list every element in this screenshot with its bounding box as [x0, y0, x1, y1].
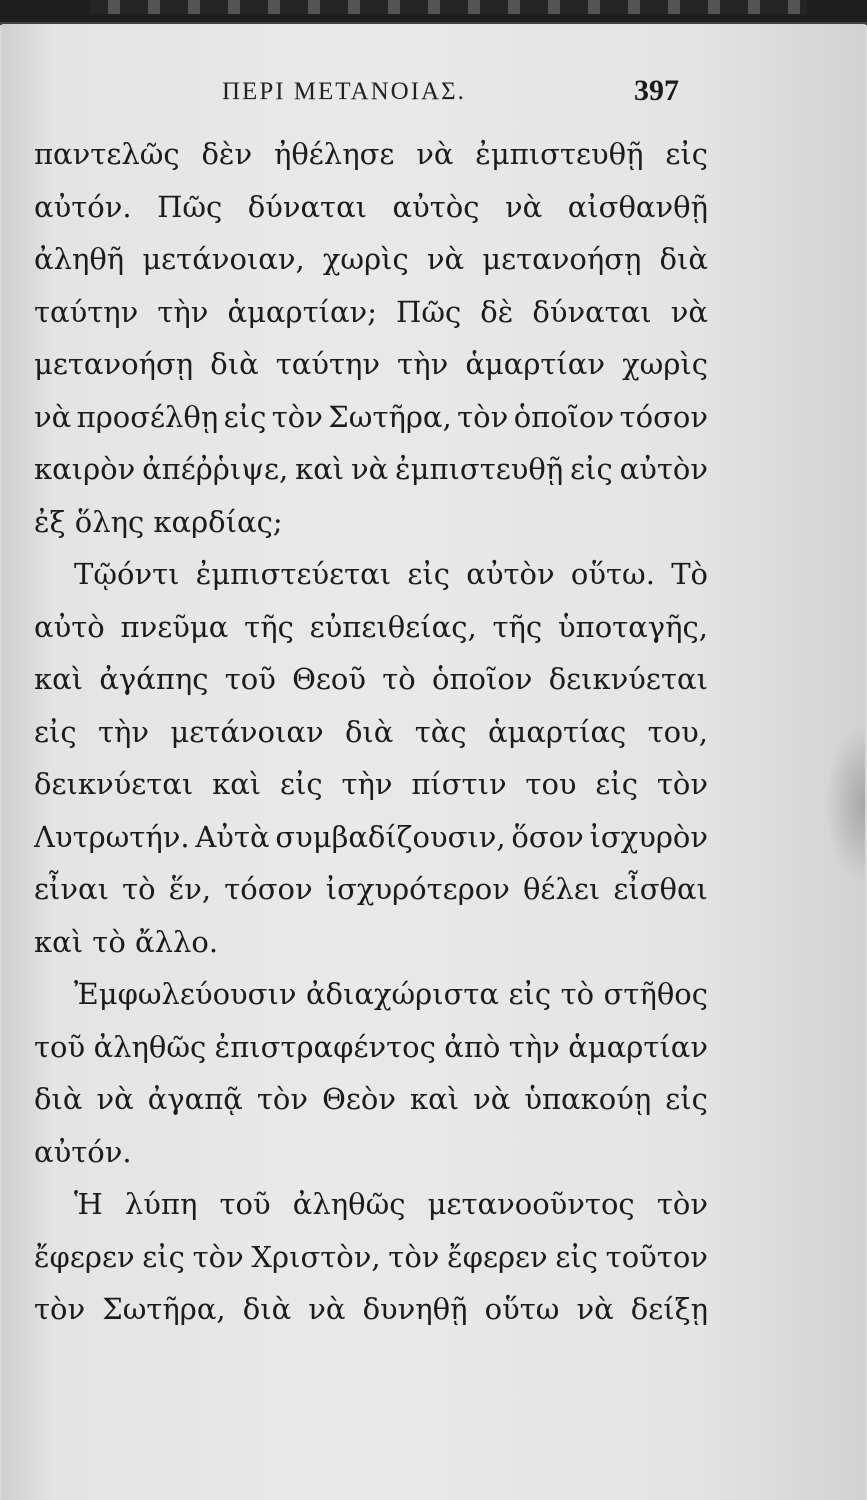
text-line: αὐτόν. Πῶς δύναται αὐτὸς νὰ αἰσθανθῇ: [34, 189, 708, 224]
text-line: τοῦ ἀληθῶς ἐπιστραφέντος ἀπὸ τὴν ἁμαρτίαν: [34, 1029, 708, 1064]
text-line: τὸν Σωτῆρα, διὰ νὰ δυνηθῇ οὕτω νὰ δείξῃ: [34, 1292, 708, 1326]
text-line: ἔφερεν εἰς τὸν Χριστὸν, τὸν ἔφερεν εἰς τοῦτον: [34, 1239, 708, 1274]
running-head: [0, 74, 867, 118]
text-line: ἐξ ὅλης καρδίας;: [34, 504, 283, 539]
bleed-through-shadow: [825, 724, 865, 884]
text-line: εἶναι τὸ ἕν, τόσον ἰσχυρότερον θέλει εἶσθαι: [34, 872, 708, 906]
text-line: Τῷόντι ἐμπιστεύεται εἰς αὐτὸν οὕτω. Τὸ: [74, 557, 708, 591]
text-line: Ἡ λύπη τοῦ ἀληθῶς μετανοοῦντος τὸν: [74, 1187, 708, 1221]
text-line: Ἐμφωλεύουσιν ἀδιαχώριστα εἰς τὸ στῆθος: [74, 977, 708, 1011]
text-line: διὰ νὰ ἀγαπᾷ τὸν Θεὸν καὶ νὰ ὑπακούῃ εἰς: [34, 1082, 708, 1116]
text-line: παντελῶς δὲν ἠθέλησε νὰ ἐμπιστευθῇ εἰς: [34, 137, 708, 171]
text-line: ἀληθῆ μετάνοιαν, χωρὶς νὰ μετανοήσῃ διὰ: [34, 242, 708, 276]
text-line: καὶ τὸ ἄλλο.: [34, 924, 219, 959]
running-title: ΠΕΡΙ ΜΕΤΑΝΟΙΑΣ.: [222, 78, 466, 105]
book-top-edge: [0, 0, 867, 25]
text-line: νὰ προσέλθῃ εἰς τὸν Σωτῆρα, τὸν ὁποῖον τόσον: [34, 399, 708, 434]
text-line: ταύτην τὴν ἁμαρτίαν; Πῶς δὲ δύναται νὰ: [34, 294, 708, 329]
text-line: καὶ ἀγάπης τοῦ Θεοῦ τὸ ὁποῖον δεικνύεται: [34, 662, 708, 696]
text-line: αὐτόν.: [34, 1134, 132, 1169]
page-number: 397: [634, 74, 679, 107]
text-line: δεικνύεται καὶ εἰς τὴν πίστιν του εἰς τὸν: [34, 767, 708, 801]
text-line: μετανοήσῃ διὰ ταύτην τὴν ἁμαρτίαν χωρὶς: [34, 347, 708, 381]
text-line: εἰς τὴν μετάνοιαν διὰ τὰς ἁμαρτίας του,: [34, 714, 708, 749]
body-text: [34, 128, 708, 1336]
text-line: Λυτρωτήν. Αὐτὰ συμβαδίζουσιν, ὅσον ἰσχυρὸν: [34, 819, 708, 854]
text-line: καιρὸν ἀπέῤῥιψε, καὶ νὰ ἐμπιστευθῇ εἰς αὐτὸν: [34, 452, 708, 486]
text-line: αὐτὸ πνεῦμα τῆς εὐπειθείας, τῆς ὑποταγῆς,: [34, 609, 708, 644]
